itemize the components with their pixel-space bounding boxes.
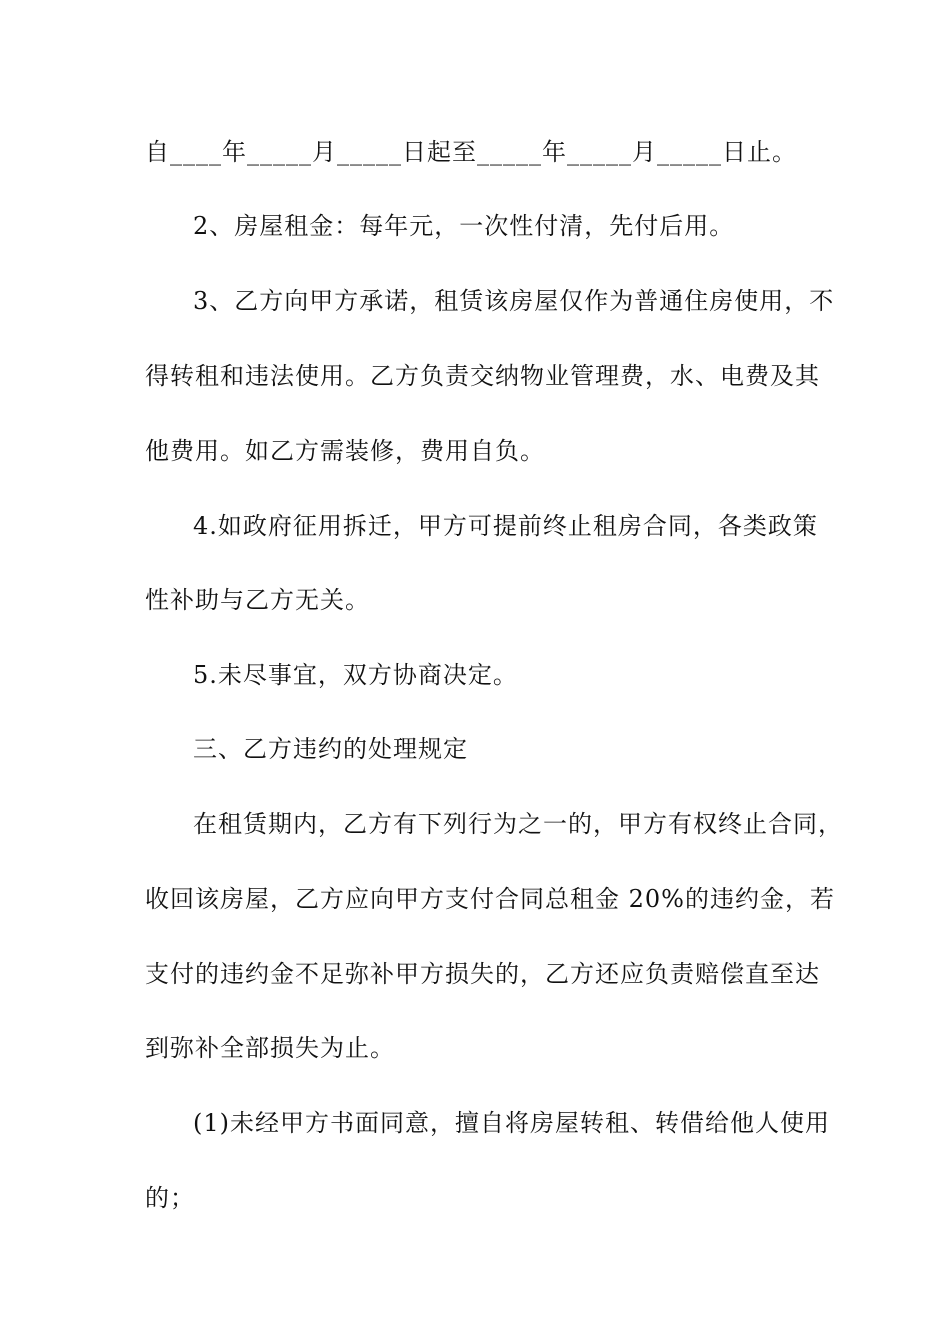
item-1-line-1: (1)未经甲方书面同意，擅自将房屋转租、转借给他人使用 <box>193 1109 830 1137</box>
clause-4-line-2: 性补助与乙方无关。 <box>145 586 370 614</box>
section-3-para-line-2: 收回该房屋，乙方应向甲方支付合同总租金 20%的违约金，若 <box>145 885 835 913</box>
clause-2-rent: 2、房屋租金：每年元，一次性付清，先付后用。 <box>193 212 735 240</box>
section-3-para-line-4: 到弥补全部损失为止。 <box>145 1034 395 1062</box>
section-3-para-line-1: 在租赁期内，乙方有下列行为之一的，甲方有权终止合同， <box>193 810 843 838</box>
item-1-line-2: 的； <box>145 1184 195 1212</box>
clause-3-line-2: 得转租和违法使用。乙方负责交纳物业管理费，水、电费及其 <box>145 362 820 390</box>
lease-term-line: 自____年_____月_____日起至_____年_____月_____日止。 <box>145 138 797 166</box>
section-3-para-line-3: 支付的违约金不足弥补甲方损失的，乙方还应负责赔偿直至达 <box>145 960 820 988</box>
clause-5: 5.未尽事宜，双方协商决定。 <box>193 661 518 689</box>
section-3-heading: 三、乙方违约的处理规定 <box>193 735 468 763</box>
clause-3-line-3: 他费用。如乙方需装修，费用自负。 <box>145 437 545 465</box>
clause-3-line-1: 3、乙方向甲方承诺，租赁该房屋仅作为普通住房使用，不 <box>193 287 835 315</box>
clause-4-line-1: 4.如政府征用拆迁，甲方可提前终止租房合同，各类政策 <box>193 512 818 540</box>
